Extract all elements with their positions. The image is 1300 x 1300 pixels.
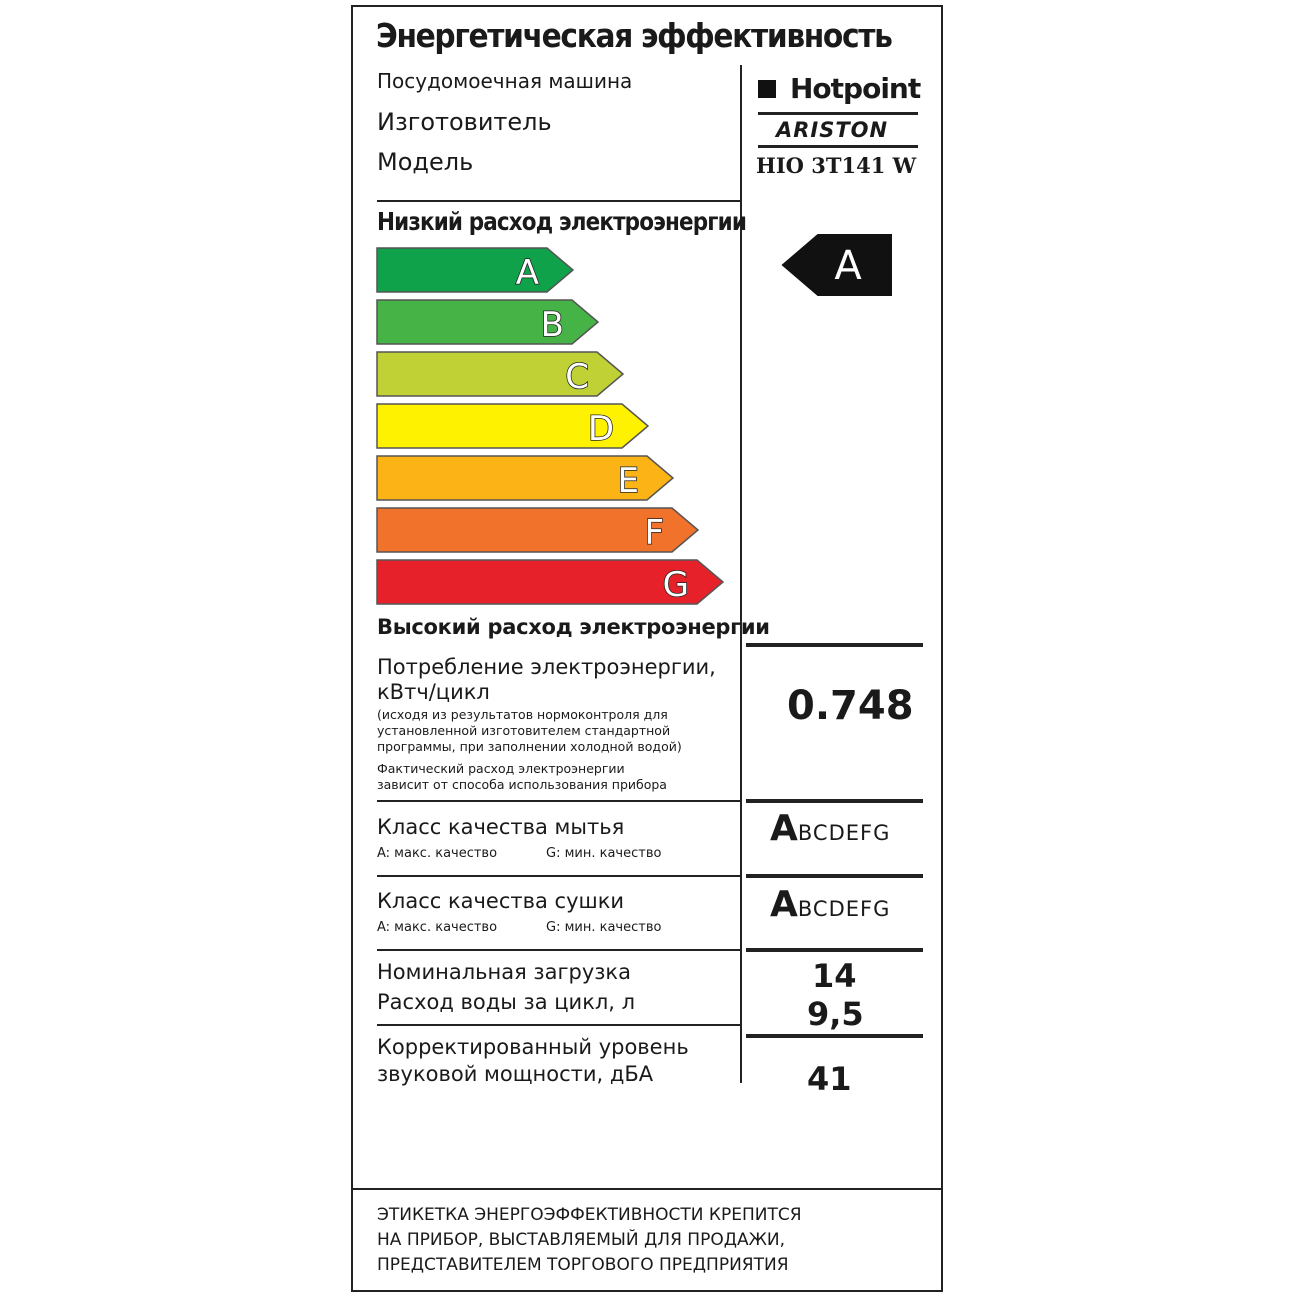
scale-bottom-label: Высокий расход электроэнергии	[377, 615, 770, 639]
noise-value: 41	[807, 1060, 852, 1098]
section-divider-2	[377, 875, 740, 877]
brand-divider-2	[758, 145, 918, 148]
consumption-note: Фактический расход электроэнергии	[377, 761, 625, 776]
class-letter-c: C	[565, 357, 589, 397]
value-divider-1	[746, 643, 923, 647]
value-divider-3	[746, 874, 923, 878]
footer-divider	[351, 1188, 943, 1190]
consumption-value: 0.748	[787, 683, 914, 729]
scale-top-label: Низкий расход электроэнергии	[377, 207, 747, 236]
drying-class: A	[770, 884, 798, 925]
washing-class-rest: BCDEFG	[797, 821, 891, 845]
noise-unit: звуковой мощности, дБА	[377, 1062, 654, 1086]
value-divider-2	[746, 799, 923, 803]
washing-max-note: A: макс. качество	[377, 846, 498, 861]
footer-line: ПРЕДСТАВИТЕЛЕМ ТОРГОВОГО ПРЕДПРИЯТИЯ	[377, 1255, 789, 1275]
label-title: Энергетическая эффективность	[376, 16, 892, 55]
hotpoint-logo-icon	[758, 80, 776, 98]
consumption-note: установленной изготовителем стандартной	[377, 723, 671, 738]
drying-max-note: A: макс. качество	[377, 920, 498, 935]
class-letter-b: B	[540, 305, 564, 345]
capacity-value: 14	[812, 957, 857, 995]
water-label: Расход воды за цикл, л	[377, 990, 636, 1014]
footer-line: ЭТИКЕТКА ЭНЕРГОЭФФЕКТИВНОСТИ КРЕПИТСЯ	[377, 1205, 802, 1225]
drying-class-label: Класс качества сушки	[377, 889, 625, 913]
water-value: 9,5	[807, 995, 864, 1033]
drying-class-scale	[770, 884, 890, 925]
class-arrow-b	[377, 300, 598, 344]
consumption-label: Потребление электроэнергии,	[377, 655, 716, 679]
consumption-note: зависит от способа использования прибора	[377, 777, 667, 792]
washing-min-note: G: мин. качество	[546, 846, 662, 861]
consumption-note: программы, при заполнении холодной водой)	[377, 739, 682, 754]
rating-letter: A	[834, 243, 862, 289]
drying-class-rest: BCDEFG	[797, 897, 891, 921]
capacity-label: Номинальная загрузка	[377, 960, 631, 984]
washing-class: A	[770, 808, 798, 849]
brand-subname: ARISTON	[776, 118, 889, 142]
value-divider-4	[746, 948, 923, 952]
value-divider-5	[746, 1034, 923, 1038]
brand-name: Hotpoint	[790, 72, 921, 105]
efficiency-scale	[370, 240, 740, 612]
model-number: HIO 3T141 W	[756, 153, 917, 178]
washing-class-label: Класс качества мытья	[377, 815, 625, 839]
section-divider-3	[377, 949, 740, 951]
washing-class-scale	[770, 808, 890, 849]
header-divider	[377, 200, 740, 202]
class-letter-d: D	[587, 409, 614, 449]
brand-divider	[758, 112, 918, 115]
class-letter-g: G	[662, 565, 689, 605]
manufacturer-label: Изготовитель	[377, 108, 552, 136]
drying-min-note: G: мин. качество	[546, 920, 662, 935]
noise-label: Корректированный уровень	[377, 1035, 689, 1059]
class-arrow-a	[377, 248, 573, 292]
product-type: Посудомоечная машина	[377, 69, 633, 93]
rating-arrow	[780, 232, 895, 298]
footer-line: НА ПРИБОР, ВЫСТАВЛЯЕМЫЙ ДЛЯ ПРОДАЖИ,	[377, 1230, 786, 1250]
section-divider-4	[377, 1024, 740, 1026]
class-letter-a: A	[515, 253, 539, 293]
class-letter-f: F	[644, 513, 664, 553]
model-label: Модель	[377, 148, 474, 176]
consumption-note: (исходя из результатов нормоконтроля для	[377, 707, 668, 722]
section-divider-1	[377, 800, 740, 802]
consumption-unit: кВтч/цикл	[377, 680, 490, 704]
energy-label-frame	[351, 5, 943, 1292]
class-letter-e: E	[617, 461, 639, 501]
